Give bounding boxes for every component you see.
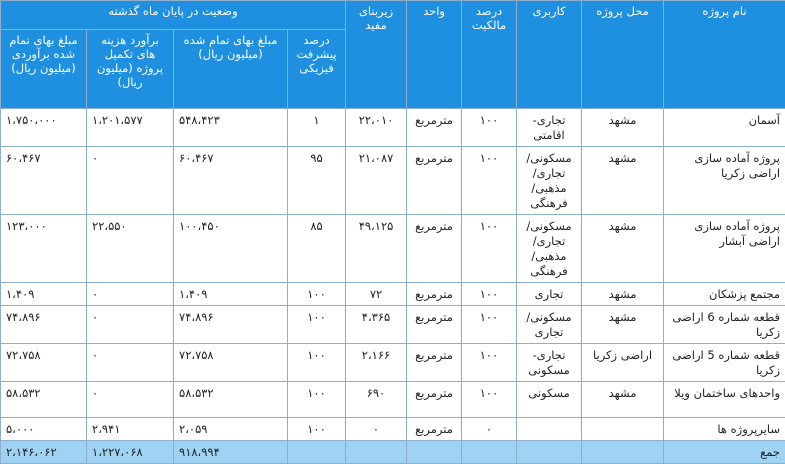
cell-unit: مترمربع [407, 215, 462, 283]
cell-area: ۶۹۰ [346, 382, 407, 418]
total-empty-cell [462, 441, 517, 464]
cell-location: مشهد [582, 215, 664, 283]
cell-usage: تجاری [517, 283, 582, 306]
cell-name: آسمان [664, 109, 785, 147]
cell-unit: مترمربع [407, 382, 462, 418]
cell-unit: مترمربع [407, 109, 462, 147]
cell-cost-estimated: ۷۴،۸۹۶ [1, 306, 87, 344]
cell-location: مشهد [582, 382, 664, 418]
cell-ownership: ۱۰۰ [462, 382, 517, 418]
cell-name: پروژه آماده سازی اراضی آبشار [664, 215, 785, 283]
header-status-group: وضعیت در پایان ماه گذشته [1, 1, 346, 30]
header-area: زیربنای مفید [346, 1, 407, 109]
cell-location: مشهد [582, 147, 664, 215]
cell-area: ۲۱،۰۸۷ [346, 147, 407, 215]
cell-area: ۲،۱۶۶ [346, 344, 407, 382]
cell-cost-remaining: ۲۲،۵۵۰ [87, 215, 174, 283]
total-empty-cell [407, 441, 462, 464]
header-name: نام پروژه [664, 1, 785, 109]
cell-area: ۲۲،۰۱۰ [346, 109, 407, 147]
cell-name: مجتمع پزشکان [664, 283, 785, 306]
cell-cost-done: ۲،۰۵۹ [174, 418, 288, 441]
cell-ownership: ۱۰۰ [462, 109, 517, 147]
cell-location: مشهد [582, 109, 664, 147]
cell-progress: ۸۵ [288, 215, 346, 283]
header-unit: واحد [407, 1, 462, 109]
cell-cost-done: ۱،۴۰۹ [174, 283, 288, 306]
cell-location: اراضی زکریا [582, 344, 664, 382]
cell-cost-done: ۷۴،۸۹۶ [174, 306, 288, 344]
cell-progress: ۱۰۰ [288, 306, 346, 344]
header-usage: کاربری [517, 1, 582, 109]
cell-unit: مترمربع [407, 283, 462, 306]
header-ownership: درصد مالکیت [462, 1, 517, 109]
cell-ownership: ۱۰۰ [462, 147, 517, 215]
cell-ownership: ۱۰۰ [462, 344, 517, 382]
cell-progress: ۱۰۰ [288, 344, 346, 382]
cell-cost-done: ۱۰۰،۴۵۰ [174, 215, 288, 283]
cell-ownership: ۱۰۰ [462, 306, 517, 344]
cell-ownership: ۰ [462, 418, 517, 441]
cell-name: سایرپروژه ها [664, 418, 785, 441]
cell-unit: مترمربع [407, 344, 462, 382]
cell-usage [517, 418, 582, 441]
cell-cost-remaining: ۰ [87, 344, 174, 382]
header-cost-estimated: مبلغ بهای تمام شده برآوردی (میلیون ریال) [1, 30, 87, 109]
total-cost-remaining: ۱،۲۲۷،۰۶۸ [87, 441, 174, 464]
cell-unit: مترمربع [407, 147, 462, 215]
cell-cost-estimated: ۶۰،۴۶۷ [1, 147, 87, 215]
table-row [1, 283, 785, 306]
cell-unit: مترمربع [407, 418, 462, 441]
cell-ownership: ۱۰۰ [462, 283, 517, 306]
table-row [1, 109, 785, 147]
cell-usage: تجاری- مسکونی [517, 344, 582, 382]
cell-progress: ۱۰۰ [288, 418, 346, 441]
cell-area: ۷۲ [346, 283, 407, 306]
table-row [1, 344, 785, 382]
cell-location: مشهد [582, 283, 664, 306]
cell-cost-done: ۵۸،۵۳۲ [174, 382, 288, 418]
cell-cost-remaining: ۱،۲۰۱،۵۷۷ [87, 109, 174, 147]
cell-usage: مسکونی/ تجاری/ مذهبی/ فرهنگی [517, 215, 582, 283]
total-row [1, 441, 785, 464]
cell-cost-done: ۵۴۸،۴۲۳ [174, 109, 288, 147]
cell-progress: ۱ [288, 109, 346, 147]
total-cost-done: ۹۱۸،۹۹۴ [174, 441, 288, 464]
header-progress: درصد پیشرفت فیزیکی [288, 30, 346, 109]
cell-cost-estimated: ۱،۴۰۹ [1, 283, 87, 306]
cell-name: قطعه شماره 5 اراضی زکریا [664, 344, 785, 382]
cell-cost-remaining: ۰ [87, 283, 174, 306]
cell-cost-done: ۷۲،۷۵۸ [174, 344, 288, 382]
table-row [1, 418, 785, 441]
table-header [1, 1, 785, 109]
cell-unit: مترمربع [407, 306, 462, 344]
cell-location: مشهد [582, 306, 664, 344]
cell-name: پروژه آماده سازی اراضی زکریا [664, 147, 785, 215]
cell-progress: ۹۵ [288, 147, 346, 215]
total-empty-cell [288, 441, 346, 464]
cell-usage: مسکونی [517, 382, 582, 418]
table-row [1, 215, 785, 283]
cell-cost-remaining: ۰ [87, 382, 174, 418]
cell-cost-remaining: ۲،۹۴۱ [87, 418, 174, 441]
table-row [1, 382, 785, 418]
cell-name: قطعه شماره 6 اراضی زکریا [664, 306, 785, 344]
header-cost-done: مبلغ بهای تمام شده (میلیون ریال) [174, 30, 288, 109]
cell-cost-estimated: ۱۲۳،۰۰۰ [1, 215, 87, 283]
table-row [1, 147, 785, 215]
cell-progress: ۱۰۰ [288, 382, 346, 418]
cell-area: ۴۹،۱۲۵ [346, 215, 407, 283]
table-row [1, 306, 785, 344]
cell-cost-remaining: ۰ [87, 306, 174, 344]
cell-location [582, 418, 664, 441]
cell-usage: تجاری- اقامتی [517, 109, 582, 147]
total-empty-cell [346, 441, 407, 464]
cell-area: ۴،۳۶۵ [346, 306, 407, 344]
cell-ownership: ۱۰۰ [462, 215, 517, 283]
header-cost-remaining: برآورد هزینه های تکمیل پروژه (میلیون ریال) [87, 30, 174, 109]
cell-area: ۰ [346, 418, 407, 441]
cell-cost-remaining: ۰ [87, 147, 174, 215]
total-empty-cell [517, 441, 582, 464]
header-location: محل پروژه [582, 1, 664, 109]
cell-usage: مسکونی/ تجاری/ مذهبی/ فرهنگی [517, 147, 582, 215]
cell-cost-done: ۶۰،۴۶۷ [174, 147, 288, 215]
total-label: جمع [664, 441, 785, 464]
cell-usage: مسکونی/ تجاری [517, 306, 582, 344]
cell-cost-estimated: ۵،۰۰۰ [1, 418, 87, 441]
cell-cost-estimated: ۷۲،۷۵۸ [1, 344, 87, 382]
total-cost-estimated: ۲،۱۴۶،۰۶۲ [1, 441, 87, 464]
total-empty-cell [582, 441, 664, 464]
cell-progress: ۱۰۰ [288, 283, 346, 306]
cell-name: واحدهای ساختمان ویلا [664, 382, 785, 418]
cell-cost-estimated: ۵۸،۵۳۲ [1, 382, 87, 418]
cell-cost-estimated: ۱،۷۵۰،۰۰۰ [1, 109, 87, 147]
